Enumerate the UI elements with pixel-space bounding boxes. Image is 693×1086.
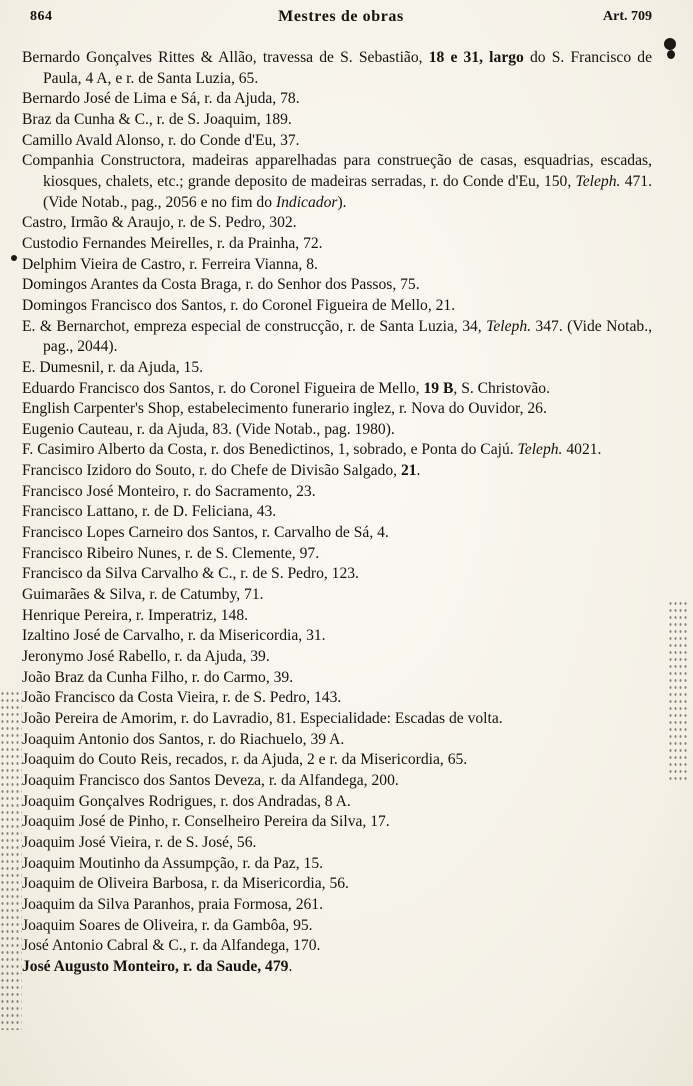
entry-text-italic: Teleph. [517,441,563,459]
entry-text-pre: Joaquim de Oliveira Barbosa, r. da Misericordia, 56. [22,875,349,893]
directory-entry [22,131,652,152]
ink-speck [664,38,676,50]
directory-entry [22,668,652,689]
directory-entry [22,750,652,771]
entry-text-pre: Jeronymo José Rabello, r. da Ajuda, 39. [22,648,270,666]
directory-entry [22,255,652,276]
directory-entry [22,709,652,730]
directory-entry [22,626,652,647]
entry-text-italic: Teleph. [575,172,621,190]
entry-text-pre: José Antonio Cabral & C., r. da Alfandega, 170. [22,937,321,955]
directory-entry [22,317,652,358]
directory-entry [22,895,652,916]
entry-text-pre: João Francisco da Costa Vieira, r. de S. Pedro, 143. [22,689,342,707]
page-number: 864 [30,9,53,24]
directory-entry [22,48,652,89]
entry-text-pre: Eduardo Francisco dos Santos, r. do Coronel Figueira de Mello, [22,379,424,397]
directory-entry [22,688,652,709]
scan-noise [668,600,688,780]
entry-text-pre: Joaquim do Couto Reis, recados, r. da Ajuda, 2 e r. da Misericordia, 65. [22,751,468,769]
directory-entry [22,874,652,895]
directory-entry [22,771,652,792]
entry-text-pre: Companhia Constructora, madeiras apparelhadas para construeção de casas, esquadrias, escadas, kiosques, chalets, etc.; grande deposito de madeiras serradas, r. do Conde d'Eu, 150, [22,152,652,190]
directory-entry [22,585,652,606]
directory-entry [22,89,652,110]
directory-entry [22,812,652,833]
directory-entry [22,544,652,565]
entry-text-pre: Francisco da Silva Carvalho & C., r. de S. Pedro, 123. [22,565,359,583]
entry-text-post: 471. (Vide Notab., pag., 2056 e no fim do [43,172,652,211]
directory-entry [22,296,652,317]
entry-text-pre: E. & Bernarchot, empreza especial de construcção, r. de Santa Luzia, 34, [22,317,487,335]
directory-entry [22,792,652,813]
directory-entry [22,358,652,379]
entry-text-post: . [416,462,421,480]
entry-text-pre: Domingos Arantes da Costa Braga, r. do Senhor dos Passos, 75. [22,276,420,294]
directory-entry [22,564,652,585]
entry-text-pre: Joaquim Moutinho da Assumpção, r. da Paz, 15. [22,854,324,872]
entry-list [22,48,652,978]
entry-text-pre: Custodio Fernandes Meirelles, r. da Prainha, 72. [22,234,323,252]
directory-entry [22,606,652,627]
directory-entry [22,379,652,400]
entry-text-pre: F. Casimiro Alberto da Costa, r. dos Benedictinos, 1, sobrado, e Ponta do Cajú. [22,441,518,459]
directory-entry [22,502,652,523]
article-reference: Art. 709 [603,9,652,24]
directory-entry [22,275,652,296]
scan-noise [0,690,22,1030]
entry-text-pre: Guimarães & Silva, r. de Catumby, 71. [22,586,264,604]
entry-text-pre: Bernardo Gonçalves Rittes & Allão, travessa de S. Sebastião, [22,49,429,66]
entry-text-pre: Bernardo José de Lima e Sá, r. da Ajuda, 78. [22,90,300,108]
entry-text-pre: English Carpenter's Shop, estabelecimento funerario inglez, r. Nova do Ouvidor, 26. [22,400,547,418]
entry-text-post: . [288,957,293,975]
entry-text-pre: E. Dumesnil, r. da Ajuda, 15. [22,358,204,376]
entry-text-italic2: Indicador [275,193,338,211]
running-title: Mestres de obras [278,8,404,25]
entry-text-pre: Izaltino José de Carvalho, r. da Misericordia, 31. [22,627,326,645]
entry-text-post2: ). [337,193,347,211]
entry-text-post: 4021. [562,441,602,459]
ink-speck [667,50,675,59]
directory-entry [22,440,652,461]
entry-text-pre: Francisco José Monteiro, r. do Sacramento, 23. [22,482,316,500]
entry-text-pre: Joaquim da Silva Paranhos, praia Formosa, 261. [22,895,324,913]
ink-speck [11,255,17,261]
directory-entry [22,730,652,751]
entry-text-pre: Braz da Cunha & C., r. de S. Joaquim, 189. [22,110,292,128]
entry-text-pre: Delphim Vieira de Castro, r. Ferreira Vianna, 8. [22,255,318,273]
directory-entry [22,399,652,420]
directory-entry [22,234,652,255]
directory-entry [22,110,652,131]
entry-text-bold: José Augusto Monteiro, r. da Saude, 479 [22,957,289,975]
entry-text-pre: Joaquim Antonio dos Santos, r. do Riachuelo, 39 A. [22,730,345,748]
entry-text-bold: 21 [400,462,417,480]
entry-text-post: do S. Francisco de Paula, 4 A, e r. de Santa Luzia, 65. [43,49,653,87]
directory-entry [22,957,652,978]
directory-entry [22,151,652,213]
entry-text-pre: Castro, Irmão & Araujo, r. de S. Pedro, 302. [22,214,297,232]
directory-entry [22,523,652,544]
entry-text-pre: Joaquim Gonçalves Rodrigues, r. dos Andradas, 8 A. [22,792,351,810]
entry-text-pre: Francisco Lopes Carneiro dos Santos, r. Carvalho de Sá, 4. [22,524,389,542]
directory-entry [22,916,652,937]
entry-text-pre: Joaquim José de Pinho, r. Conselheiro Pereira da Silva, 17. [22,813,390,831]
page-header [30,6,652,30]
directory-entry [22,854,652,875]
entry-text-pre: Eugenio Cauteau, r. da Ajuda, 83. (Vide Notab., pag. 1980). [22,420,395,438]
entry-text-pre: Joaquim José Vieira, r. de S. José, 56. [22,833,257,851]
entry-text-pre: João Pereira de Amorim, r. do Lavradio, 81. Especialidade: Escadas de volta. [22,710,503,727]
entry-text-bold: 18 e 31, largo [428,49,524,66]
directory-entry [22,833,652,854]
directory-entry [22,420,652,441]
entry-text-pre: Francisco Lattano, r. de D. Feliciana, 43. [22,503,277,521]
entry-text-pre: Francisco Ribeiro Nunes, r. de S. Clemente, 97. [22,544,320,562]
entry-text-bold: 19 B [423,379,454,397]
entry-text-pre: Camillo Avald Alonso, r. do Conde d'Eu, 37. [22,131,300,149]
entry-text-post: , S. Christovão. [453,379,550,397]
entry-text-pre: Henrique Pereira, r. Imperatriz, 148. [22,606,249,624]
directory-entry [22,461,652,482]
directory-entry [22,647,652,668]
directory-entry [22,936,652,957]
entry-text-pre: Joaquim Francisco dos Santos Deveza, r. da Alfandega, 200. [22,771,399,789]
entry-text-italic: Teleph. [486,317,532,335]
entry-text-pre: Joaquim Soares de Oliveira, r. da Gambôa, 95. [22,916,313,934]
entry-text-post: 347. (Vide Notab., pag., 2044). [43,317,652,356]
directory-entry [22,213,652,234]
entry-text-pre: João Braz da Cunha Filho, r. do Carmo, 39. [22,668,294,686]
entry-text-pre: Domingos Francisco dos Santos, r. do Coronel Figueira de Mello, 21. [22,296,456,314]
entry-text-pre: Francisco Izidoro do Souto, r. do Chefe de Divisão Salgado, [22,462,401,480]
directory-entry [22,482,652,503]
